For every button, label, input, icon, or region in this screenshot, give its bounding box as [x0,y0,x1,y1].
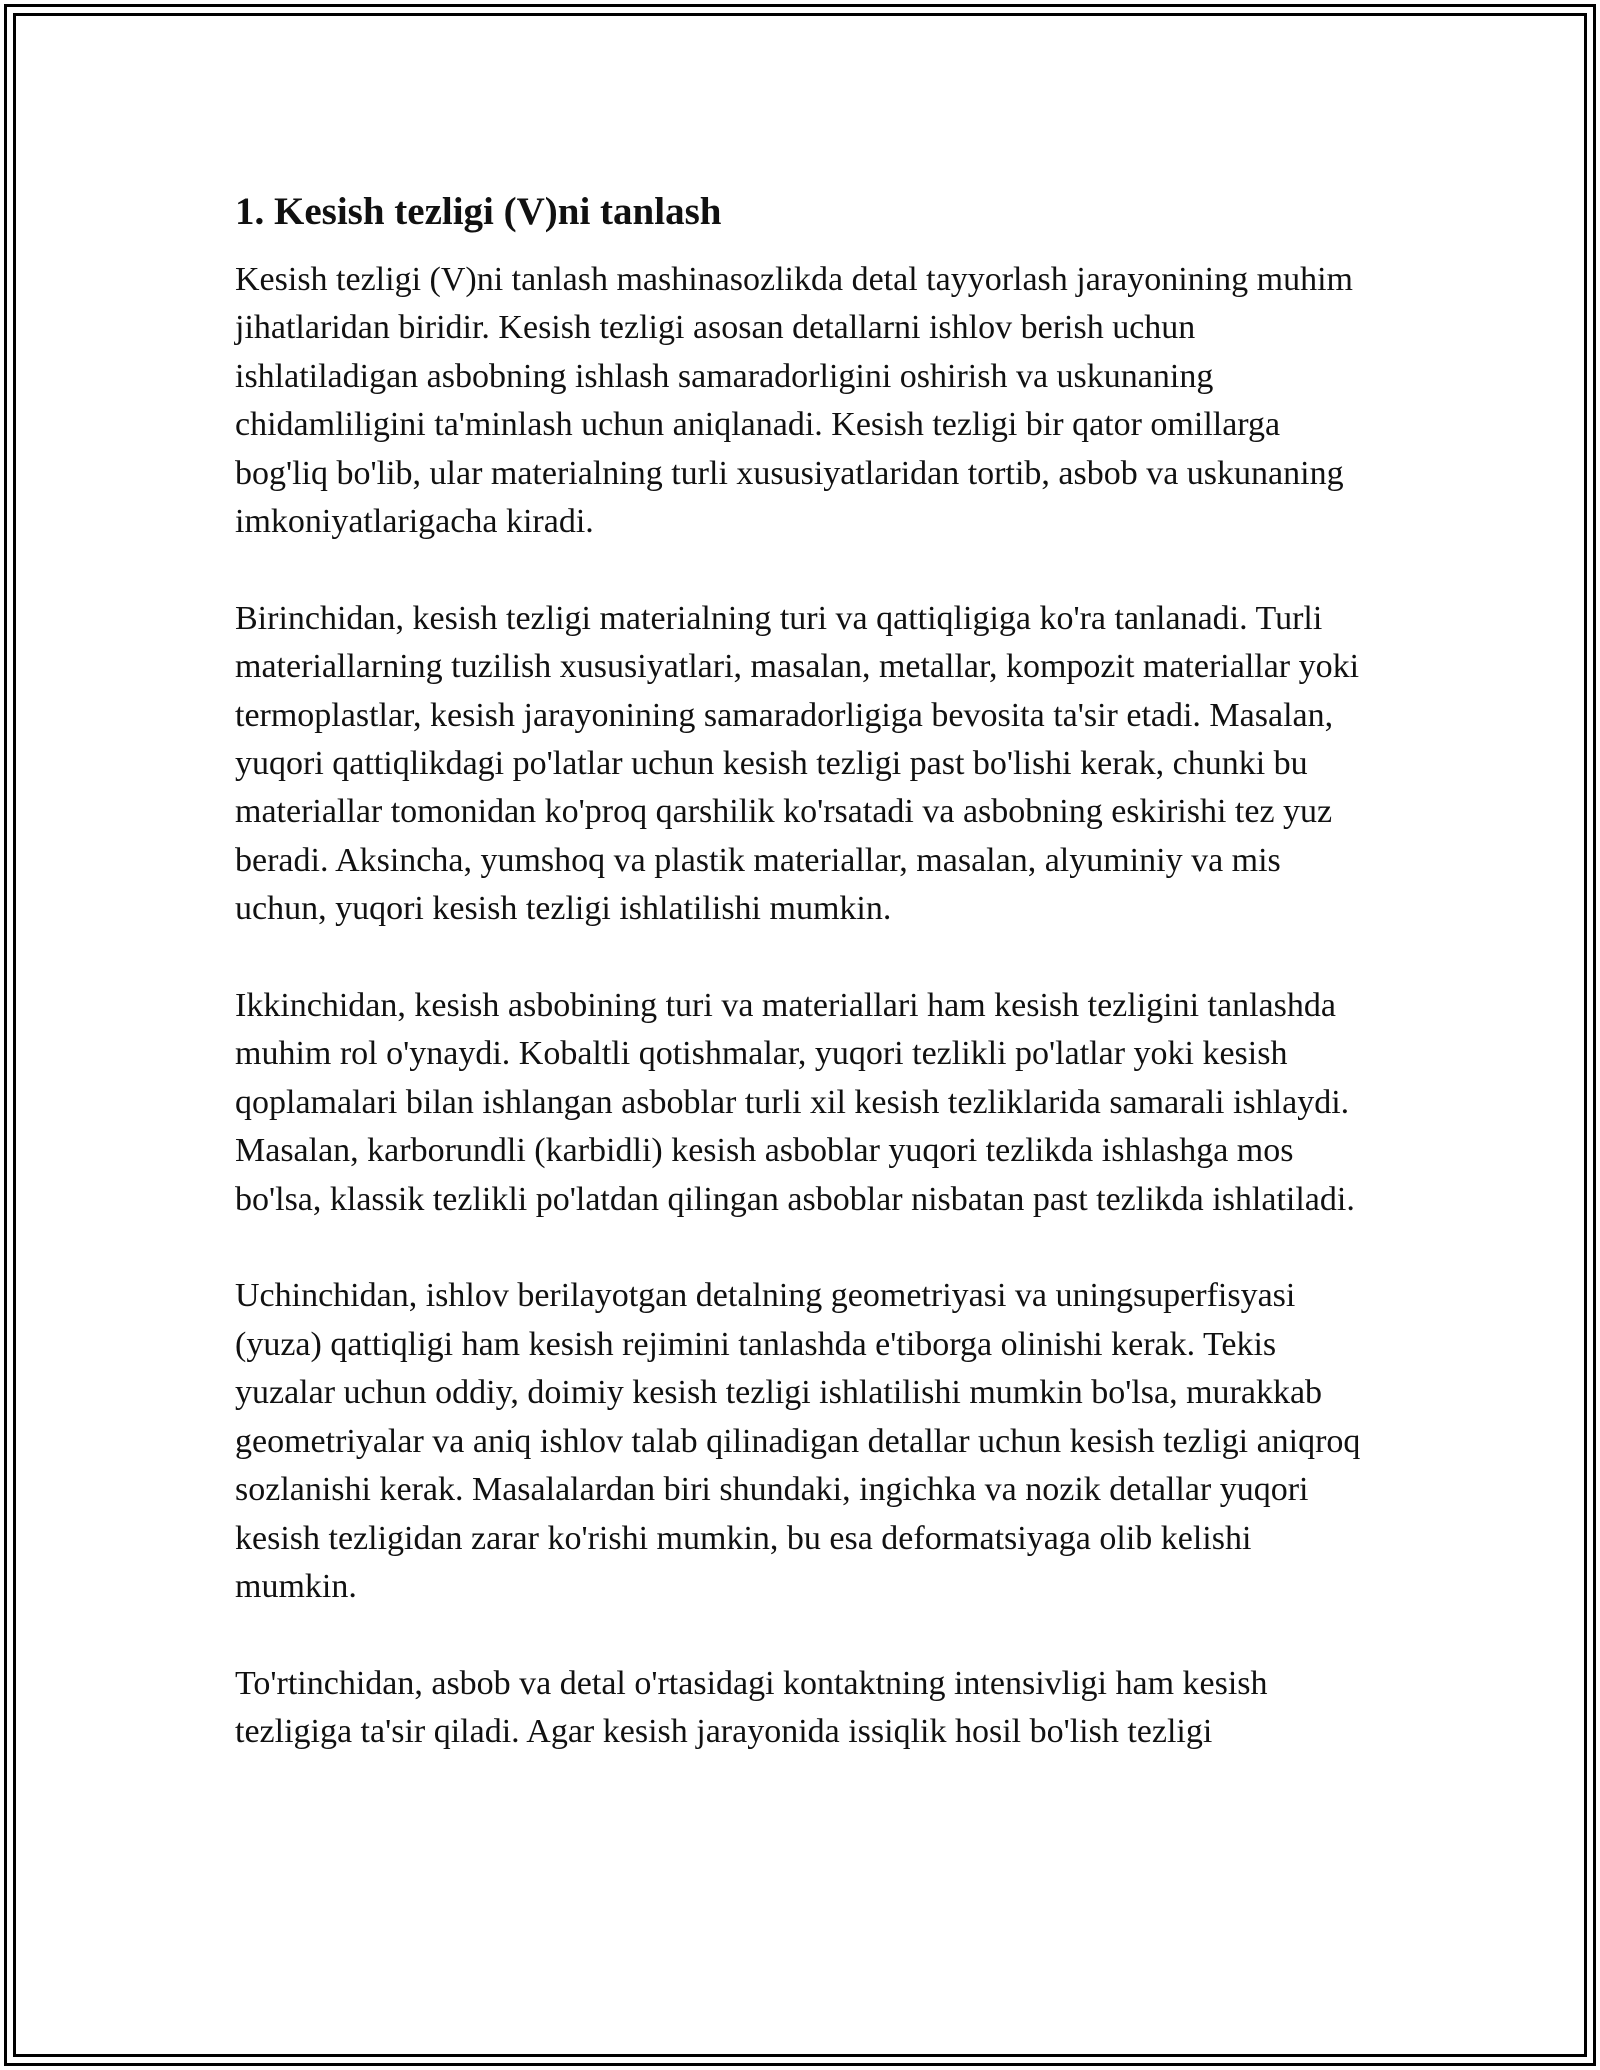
paragraph-second-factor: Ikkinchidan, kesish asbobining turi va materiallari ham kesish tezligini tanlashda muhim rol o'ynaydi. Kobaltli qotishmalar, yuqori tezlikli po'latlar yoki kesish qoplamalari bilan ishlangan asboblar turli xil kesish tezliklarida samarali ishlaydi. Masalan, karborundli (karbidli) kesish asboblar yuqori tezlikda ishlashga mos bo'lsa, klassik tezlikli po'latdan qilingan asboblar nisbatan past tezlikda ishlatiladi. [235,987,1355,1218]
section-heading: 1. Kesish tezligi (V)ni tanlash [235,190,722,233]
paragraph-third-factor: Uchinchidan, ishlov berilayotgan detalning geometriyasi va uningsuperfisyasi (yuza) qattiqligi ham kesish rejimini tanlashda e'tiborga olinishi kerak. Tekis yuzalar uchun oddiy, doimiy kesish tezligi ishlatilishi mumkin bo'lsa, murakkab geometriyalar va aniq ishlov talab qilinadigan detallar uchun kesish tezligi aniqroq sozlanishi kerak. Masalalardan biri shundaki, ingichka va nozik detallar yuqori kesish tezligidan zarar ko'rishi mumkin, bu esa deformatsiyaga olib kelishi mumkin. [235,1277,1361,1605]
document-body [235,186,1365,1805]
paragraph-fourth-factor: To'rtinchidan, asbob va detal o'rtasidagi kontaktning intensivligi ham kesish tezligiga ta'sir qiladi. Agar kesish jarayonida issiqlik hosil bo'lish tezligi [235,1664,1268,1751]
paragraph-first-factor: Birinchidan, kesish tezligi materialning turi va qattiqligiga ko'ra tanlanadi. Turli materiallarning tuzilish xususiyatlari, masalan, metallar, kompozit materiallar yoki termoplastlar, kesish jarayonining samaradorligiga bevosita ta'sir etadi. Masalan, yuqori qattiqlikdagi po'latlar uchun kesish tezligi past bo'lishi kerak, chunki bu materiallar tomonidan ko'proq qarshilik ko'rsatadi va asbobning eskirishi tez yuz beradi. Aksincha, yumshoq va plastik materiallar, masalan, alyuminiy va mis uchun, yuqori kesish tezligi ishlatilishi mumkin. [235,599,1360,928]
paragraph-intro: Kesish tezligi (V)ni tanlash mashinasozlikda detal tayyorlash jarayonining muhim jihatlaridan biridir. Kesish tezligi asosan detallarni ishlov berish uchun ishlatiladigan asbobning ishlash samaradorligini oshirish va uskunaning chidamliligini ta'minlash uchun aniqlanadi. Kesish tezligi bir qator omillarga bog'liq bo'lib, ular materialning turli xususiyatlaridan tortib, asbob va uskunaning imkoniyatlarigacha kiradi. [235,261,1353,541]
